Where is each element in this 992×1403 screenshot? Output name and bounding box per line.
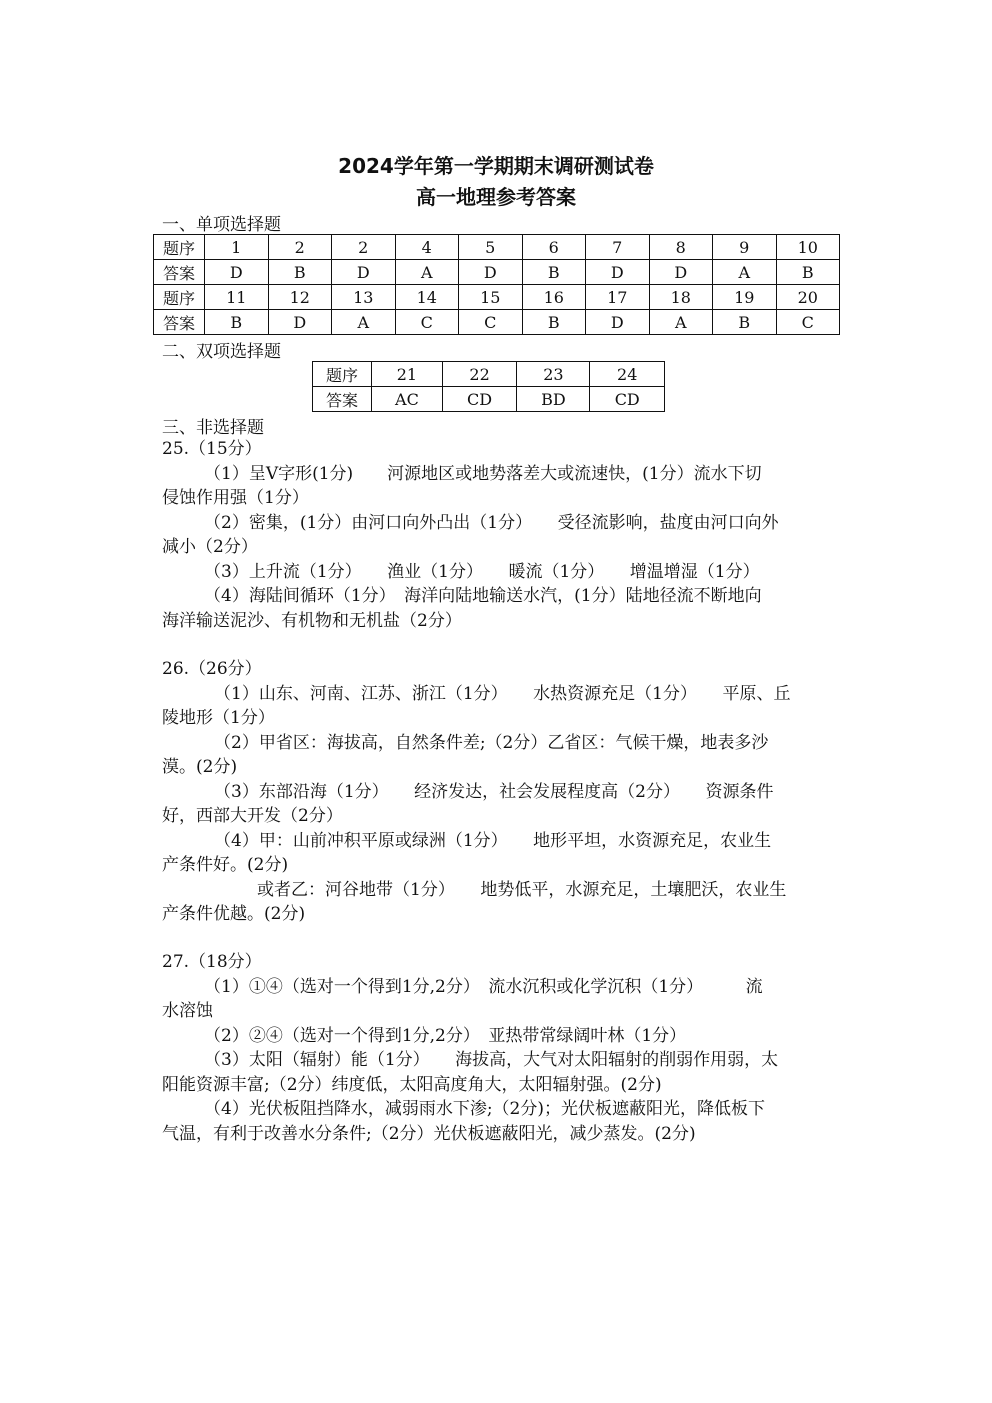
question-number: 11 bbox=[205, 285, 269, 310]
answer-line: 阳能资源丰富;（2分）纬度低，太阳高度角大，太阳辐射强。(2分) bbox=[162, 1074, 662, 1095]
answer-cell: B bbox=[522, 260, 586, 285]
question-number: 2 bbox=[268, 235, 332, 260]
answer-line: 陵地形（1分） bbox=[162, 708, 275, 728]
question-27-block bbox=[162, 950, 832, 1146]
answer-cell: B bbox=[522, 310, 586, 335]
table-row bbox=[313, 362, 665, 387]
answer-cell: D bbox=[459, 260, 523, 285]
question-number: 8 bbox=[649, 235, 713, 260]
question-number: 20 bbox=[776, 285, 840, 310]
answer-cell: CD bbox=[590, 387, 665, 412]
answer-line: （4）海陆间循环（1分） 海洋向陆地输送水汽，(1分）陆地径流不断地向 bbox=[204, 586, 762, 606]
row-label-answer: 答案 bbox=[313, 387, 372, 412]
question-25-block bbox=[162, 437, 832, 633]
answer-cell: CD bbox=[442, 387, 517, 412]
answer-line: （1）山东、河南、江苏、浙江（1分） 水热资源充足（1分） 平原、丘 bbox=[214, 683, 791, 704]
answer-line: 侵蚀作用强（1分） bbox=[162, 488, 309, 508]
row-label-question: 题序 bbox=[154, 235, 205, 260]
answer-cell: B bbox=[776, 260, 840, 285]
section1-heading: 一、单项选择题 bbox=[162, 215, 281, 235]
double-choice-answer-table bbox=[312, 361, 665, 412]
answer-cell: BD bbox=[517, 387, 590, 412]
question-number: 15 bbox=[459, 285, 523, 310]
row-label-question: 题序 bbox=[313, 362, 372, 387]
answer-line: （1）①④（选对一个得到1分,2分） 流水沉积或化学沉积（1分） 流 bbox=[204, 976, 763, 997]
answer-line: （4）光伏板阻挡降水，减弱雨水下渗;（2分)；光伏板遮蔽阳光，降低板下 bbox=[204, 1099, 765, 1119]
question-number: 23 bbox=[517, 362, 590, 387]
question-number: 12 bbox=[268, 285, 332, 310]
section3-heading: 三、非选择题 bbox=[162, 418, 264, 438]
question-number: 5 bbox=[459, 235, 523, 260]
question-27-title: 27.（18分） bbox=[162, 952, 262, 972]
answer-line: （3）上升流（1分） 渔业（1分） 暖流（1分） 增温增湿（1分） bbox=[204, 561, 760, 582]
table-row bbox=[154, 260, 840, 285]
answer-line: 产条件优越。(2分) bbox=[162, 904, 306, 924]
document-subtitle: 高一地理参考答案 bbox=[416, 185, 576, 209]
answer-line: 产条件好。(2分) bbox=[162, 855, 289, 875]
answer-line: 好，西部大开发（2分） bbox=[162, 806, 343, 826]
answer-line: （2）②④（选对一个得到1分,2分） 亚热带常绿阔叶林（1分） bbox=[204, 1025, 687, 1046]
answer-line: 海洋输送泥沙、有机物和无机盐（2分） bbox=[162, 610, 462, 631]
answer-line: 漠。(2分) bbox=[162, 757, 238, 777]
question-number: 22 bbox=[442, 362, 517, 387]
question-number: 19 bbox=[713, 285, 777, 310]
question-number: 14 bbox=[395, 285, 459, 310]
answer-cell: D bbox=[268, 310, 332, 335]
section2-heading: 二、双项选择题 bbox=[162, 342, 281, 362]
answer-line: （1）呈V字形(1分) 河源地区或地势落差大或流速快，(1分）流水下切 bbox=[204, 463, 762, 484]
answer-cell: B bbox=[205, 310, 269, 335]
table-row bbox=[154, 235, 840, 260]
question-26-block bbox=[162, 657, 832, 927]
table-row bbox=[313, 387, 665, 412]
question-number: 24 bbox=[590, 362, 665, 387]
question-26-title: 26.（26分） bbox=[162, 659, 262, 679]
document-title: 2024学年第一学期期末调研测试卷 bbox=[338, 154, 654, 178]
question-number: 18 bbox=[649, 285, 713, 310]
question-number: 10 bbox=[776, 235, 840, 260]
answer-cell: C bbox=[459, 310, 523, 335]
answer-cell: A bbox=[713, 260, 777, 285]
answer-cell: C bbox=[776, 310, 840, 335]
answer-cell: A bbox=[649, 310, 713, 335]
answer-cell: D bbox=[586, 260, 650, 285]
answer-cell: D bbox=[586, 310, 650, 335]
answer-line: （3）太阳（辐射）能（1分） 海拔高，大气对太阳辐射的削弱作用弱，太 bbox=[204, 1050, 779, 1070]
answer-cell: D bbox=[205, 260, 269, 285]
question-25-title: 25.（15分） bbox=[162, 439, 262, 459]
table-row bbox=[154, 310, 840, 335]
answer-line: 气温，有利于改善水分条件;（2分）光伏板遮蔽阳光，减少蒸发。(2分) bbox=[162, 1123, 696, 1144]
question-number: 13 bbox=[332, 285, 396, 310]
answer-cell: D bbox=[332, 260, 396, 285]
row-label-answer: 答案 bbox=[154, 310, 205, 335]
question-number: 6 bbox=[522, 235, 586, 260]
question-number: 16 bbox=[522, 285, 586, 310]
answer-line: 水溶蚀 bbox=[162, 1001, 213, 1021]
question-number: 7 bbox=[586, 235, 650, 260]
answer-line: （2）甲省区：海拔高，自然条件差;（2分）乙省区：气候干燥，地表多沙 bbox=[214, 732, 769, 753]
answer-cell: B bbox=[268, 260, 332, 285]
answer-cell: B bbox=[713, 310, 777, 335]
question-number: 4 bbox=[395, 235, 459, 260]
row-label-answer: 答案 bbox=[154, 260, 205, 285]
answer-line: 减小（2分） bbox=[162, 537, 258, 557]
question-number: 2 bbox=[332, 235, 396, 260]
row-label-question: 题序 bbox=[154, 285, 205, 310]
single-choice-answer-table bbox=[153, 234, 840, 335]
answer-cell: C bbox=[395, 310, 459, 335]
question-number: 21 bbox=[372, 362, 443, 387]
answer-line: （3）东部沿海（1分） 经济发达，社会发展程度高（2分） 资源条件 bbox=[214, 781, 774, 802]
answer-line: 或者乙：河谷地带（1分） 地势低平，水源充足，土壤肥沃，农业生 bbox=[257, 879, 787, 900]
question-number: 1 bbox=[205, 235, 269, 260]
answer-line: （2）密集，(1分）由河口向外凸出（1分） 受径流影响，盐度由河口向外 bbox=[204, 512, 779, 533]
answer-line: （4）甲：山前冲积平原或绿洲（1分） 地形平坦，水资源充足，农业生 bbox=[214, 830, 772, 851]
question-number: 9 bbox=[713, 235, 777, 260]
answer-cell: AC bbox=[372, 387, 443, 412]
question-number: 17 bbox=[586, 285, 650, 310]
table-row bbox=[154, 285, 840, 310]
answer-cell: A bbox=[332, 310, 396, 335]
answer-cell: D bbox=[649, 260, 713, 285]
answer-cell: A bbox=[395, 260, 459, 285]
